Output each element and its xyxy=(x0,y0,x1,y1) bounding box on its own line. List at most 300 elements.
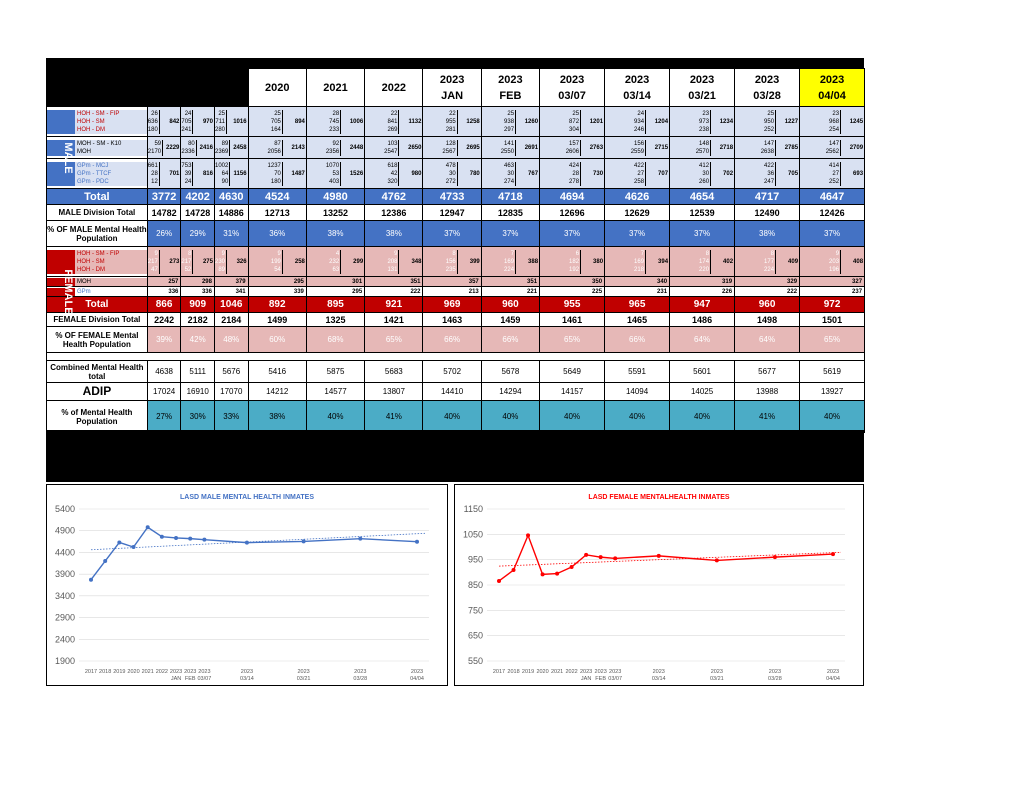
table-row xyxy=(47,189,865,205)
sub-value: 12 xyxy=(151,178,158,185)
sub-total: 1245 xyxy=(840,110,864,134)
sub-value: 64 xyxy=(221,170,229,177)
column-header-year: 2023 xyxy=(624,73,650,86)
y-tick-label: 1150 xyxy=(463,504,483,514)
female-total-value: 866 xyxy=(147,297,181,313)
male-division-total-value: 14782 xyxy=(147,205,181,221)
sub-value: 8 xyxy=(452,250,456,257)
female-g1-cell xyxy=(481,247,539,277)
sub-value: 2547 xyxy=(384,148,398,155)
sub-value: 23 xyxy=(702,110,710,117)
x-tick-label: 2023 xyxy=(198,669,211,675)
female-division-total-value: 1463 xyxy=(423,313,481,327)
sub-total: 2458 xyxy=(229,140,247,156)
sub-value: 9 xyxy=(394,250,398,257)
female-division-total-value: 1486 xyxy=(670,313,735,327)
male-g2-cell xyxy=(248,137,306,159)
sub-value: 208 xyxy=(387,258,398,265)
sub-total: 399 xyxy=(457,250,481,274)
sub-value: 42 xyxy=(390,170,398,177)
female-g1-cell xyxy=(365,247,423,277)
female-pct-value: 48% xyxy=(214,327,248,353)
sub-value: 872 xyxy=(569,118,580,125)
sub-value: 280 xyxy=(214,126,225,133)
male-pct-value: 29% xyxy=(181,221,215,247)
male-pct-value: 31% xyxy=(214,221,248,247)
male-pct-value: 37% xyxy=(800,221,865,247)
table-row xyxy=(47,401,865,433)
chart-title: LASD FEMALE MENTALHEALTH INMATES xyxy=(588,494,730,501)
sub-value: 24 xyxy=(184,178,192,185)
y-tick-label: 3900 xyxy=(54,569,75,580)
sub-value: 9 xyxy=(835,250,840,257)
column-header xyxy=(735,69,800,107)
male-division-total-value: 12386 xyxy=(365,205,423,221)
sub-total: 380 xyxy=(580,250,604,274)
sub-value: 9 xyxy=(277,250,281,257)
male-division-total-value: 12539 xyxy=(670,205,735,221)
data-point xyxy=(715,558,719,562)
sub-total: 2448 xyxy=(340,140,364,156)
sub-total: 705 xyxy=(775,162,799,186)
sub-value: 25 xyxy=(274,110,281,117)
male-g1-cell xyxy=(214,107,248,137)
mental-health-table xyxy=(46,68,865,433)
sub-value: 2550 xyxy=(500,148,515,155)
male-g1-cell xyxy=(248,107,306,137)
category-label: HOH - DM xyxy=(77,126,105,133)
sub-total: 701 xyxy=(159,162,181,186)
mental-health-pct-value: 40% xyxy=(800,401,865,433)
male-g3-cell xyxy=(214,159,248,189)
x-tick-label: 2022 xyxy=(155,669,168,675)
sub-value: 26 xyxy=(151,110,158,117)
sub-value: 636 xyxy=(147,118,158,125)
column-header-year: 2023 xyxy=(498,73,523,86)
sub-value: 59 xyxy=(154,140,162,147)
female-moh-value: 350 xyxy=(540,277,605,287)
data-point xyxy=(613,556,617,560)
sub-value: 169 xyxy=(634,258,645,265)
sub-value: 278 xyxy=(569,178,580,185)
adip-value: 17024 xyxy=(147,383,181,401)
sub-total: 1487 xyxy=(282,162,306,186)
adip-value: 14157 xyxy=(540,383,605,401)
sub-value: 30 xyxy=(702,170,710,177)
sub-value: 478 xyxy=(445,162,456,169)
male-total-value: 4762 xyxy=(365,189,423,205)
sub-value: 90 xyxy=(221,178,229,185)
sub-value: 8 xyxy=(188,250,192,257)
x-tick-label: 2023 xyxy=(169,669,183,675)
y-tick-label: 750 xyxy=(467,605,483,616)
female-total-value: 892 xyxy=(248,297,306,313)
female-moh-value: 301 xyxy=(306,277,364,287)
data-point xyxy=(103,559,107,563)
female-division-total-value: 1459 xyxy=(481,313,539,327)
sub-value: 87 xyxy=(274,140,281,147)
female-g1-cell xyxy=(670,247,735,277)
male-g1-cell xyxy=(423,107,481,137)
sub-value: 52 xyxy=(184,266,192,273)
y-tick-label: 950 xyxy=(467,554,483,565)
male-chart-panel xyxy=(46,484,448,686)
series-line xyxy=(91,527,417,579)
x-tick-label: 2023 xyxy=(710,669,723,675)
male-division-total-value: 12713 xyxy=(248,205,306,221)
male-pct-value: 37% xyxy=(481,221,539,247)
sub-value: 24 xyxy=(184,110,192,117)
female-gpm-value: 336 xyxy=(181,287,215,297)
x-tick-label: 2023 xyxy=(240,669,254,675)
sub-value: 274 xyxy=(504,178,515,185)
data-point xyxy=(117,540,121,544)
female-pct-value: 66% xyxy=(481,327,539,353)
male-g3-cell xyxy=(800,159,865,189)
sub-value: 25 xyxy=(507,110,515,117)
sub-value: 258 xyxy=(634,178,645,185)
sub-value: 131 xyxy=(387,266,398,273)
data-point xyxy=(657,554,661,558)
adip: ADIP xyxy=(47,383,148,401)
column-header xyxy=(605,69,670,107)
sub-total: 2229 xyxy=(162,140,180,156)
table-row xyxy=(47,361,865,383)
male-chart xyxy=(47,485,447,685)
female-g1-cell xyxy=(248,247,306,277)
category-label: HOH - SM xyxy=(77,258,105,265)
female-pct: % OF FEMALE Mental Health Population xyxy=(47,327,148,353)
x-tick-label: 2023 xyxy=(609,669,622,675)
adip-value: 13807 xyxy=(365,383,423,401)
sub-total: 730 xyxy=(580,162,604,186)
sub-value: 36 xyxy=(767,170,775,177)
category-label: GPm - PDC xyxy=(77,178,109,185)
sub-value: 164 xyxy=(270,126,281,133)
mental-health-pct-value: 27% xyxy=(147,401,181,433)
sub-value: 147 xyxy=(764,140,775,147)
male-pct: % OF MALE Mental Health Population xyxy=(47,221,148,247)
sub-value: 753 xyxy=(181,162,192,169)
x-tick-sublabel: 03/14 xyxy=(240,676,254,682)
x-tick-sublabel: 03/07 xyxy=(197,676,212,682)
sub-value: 203 xyxy=(829,258,840,265)
sub-total: 1156 xyxy=(229,162,247,186)
female-g1-cell xyxy=(423,247,481,277)
female-g1-cell xyxy=(605,247,670,277)
female-gpm-value: 226 xyxy=(670,287,735,297)
sub-value: 412 xyxy=(699,162,710,169)
sub-value: 28 xyxy=(332,110,340,117)
sub-value: 414 xyxy=(829,162,840,169)
male-total-value: 4654 xyxy=(670,189,735,205)
female-vertical-label: FEMALE xyxy=(62,269,74,315)
sub-total: 702 xyxy=(710,162,734,186)
adip-value: 14212 xyxy=(248,383,306,401)
sub-value: 224 xyxy=(764,266,775,273)
mental-health-pct-value: 40% xyxy=(670,401,735,433)
sub-total: 1258 xyxy=(457,110,481,134)
male-g1-cell xyxy=(670,107,735,137)
adip-value: 16910 xyxy=(181,383,215,401)
sub-value: 711 xyxy=(215,118,225,125)
sub-value: 141 xyxy=(504,140,515,147)
column-header-sub: 03/14 xyxy=(623,89,651,102)
sub-value: 196 xyxy=(829,266,840,273)
sub-value: 235 xyxy=(445,266,456,273)
x-tick-label: 2018 xyxy=(99,669,112,675)
category-label: MOH xyxy=(75,278,147,286)
x-tick-label: 2017 xyxy=(492,669,506,675)
male-division-total-value: 14886 xyxy=(214,205,248,221)
sub-value: 8 xyxy=(705,250,710,257)
y-tick-label: 2900 xyxy=(54,612,75,623)
sub-value: 22 xyxy=(390,110,398,117)
sub-value: 304 xyxy=(569,126,580,133)
data-point xyxy=(526,533,530,537)
male-pct-value: 26% xyxy=(147,221,181,247)
x-tick-label: 2023 xyxy=(826,669,840,675)
data-point xyxy=(358,537,362,541)
male-total-value: 4718 xyxy=(481,189,539,205)
x-tick-label: 2017 xyxy=(84,669,98,675)
male-total-value: 4524 xyxy=(248,189,306,205)
male-pct-value: 37% xyxy=(423,221,481,247)
female-division-total-value: 2182 xyxy=(181,313,215,327)
female-pct-value: 68% xyxy=(306,327,364,353)
sub-total: 970 xyxy=(192,110,214,134)
female-total-value: 921 xyxy=(365,297,423,313)
sub-value: 182 xyxy=(569,258,580,265)
combined-total-value: 5676 xyxy=(214,361,248,383)
x-tick-label: 2023 xyxy=(594,669,607,675)
male-g2-cell xyxy=(306,137,364,159)
male-division-total-value: 12947 xyxy=(423,205,481,221)
x-tick-label: 2022 xyxy=(565,669,578,675)
table-row xyxy=(47,277,865,287)
y-tick-label: 850 xyxy=(467,580,483,590)
data-point xyxy=(599,555,603,559)
table-row xyxy=(47,297,865,313)
male-g1-cell xyxy=(147,107,181,137)
female-gpm-value: 221 xyxy=(481,287,539,297)
y-tick-label: 1050 xyxy=(462,529,483,540)
sub-value: 618 xyxy=(387,162,398,169)
combined-total-value: 5677 xyxy=(735,361,800,383)
x-tick-sublabel: 04/04 xyxy=(826,676,840,682)
male-g2-cell xyxy=(481,137,539,159)
sub-total: 2718 xyxy=(710,140,734,156)
x-tick-sublabel: 04/04 xyxy=(410,676,424,682)
sub-value: 2570 xyxy=(695,148,710,155)
category-label: HOH - DM xyxy=(77,266,105,273)
sub-value: 8 xyxy=(770,250,775,257)
sub-value: 2562 xyxy=(825,148,840,155)
male-division-total-value: 12490 xyxy=(735,205,800,221)
sub-value: 403 xyxy=(329,178,340,185)
male-g3-cell xyxy=(735,159,800,189)
male-g3-cell xyxy=(365,159,423,189)
y-tick-label: 5400 xyxy=(54,504,75,514)
female-pct-value: 42% xyxy=(181,327,215,353)
column-header-year: 2021 xyxy=(323,81,348,94)
y-tick-label: 550 xyxy=(467,656,483,666)
sub-value: 2567 xyxy=(442,148,456,155)
sub-total: 1526 xyxy=(340,162,364,186)
column-header xyxy=(540,69,605,107)
female-chart xyxy=(455,485,863,685)
category-label: GPm - MCJ xyxy=(77,162,109,169)
data-point xyxy=(132,545,136,549)
data-point xyxy=(415,540,419,544)
female-pct-value: 65% xyxy=(540,327,605,353)
sub-total: 258 xyxy=(282,250,306,274)
female-g1-cell xyxy=(214,247,248,277)
data-point xyxy=(146,525,150,529)
female-g1-cell xyxy=(800,247,865,277)
column-header-sub: FEB xyxy=(499,89,522,102)
female-moh-value: 257 xyxy=(147,277,181,287)
female-division-total-value: 1465 xyxy=(605,313,670,327)
sub-total: 1204 xyxy=(645,110,669,134)
sub-value: 252 xyxy=(829,178,840,185)
data-point xyxy=(555,572,559,576)
sub-total: 816 xyxy=(192,162,214,186)
sub-value: 320 xyxy=(387,178,398,185)
sub-value: 169 xyxy=(504,258,515,265)
sub-value: 938 xyxy=(504,118,515,125)
male-g3-cell xyxy=(481,159,539,189)
male-g1-cell xyxy=(605,107,670,137)
female-moh-value: 327 xyxy=(800,277,865,287)
female-moh-value: 295 xyxy=(248,277,306,287)
sub-total: 2650 xyxy=(398,140,422,156)
male-g2-cell xyxy=(800,137,865,159)
female-g1-cell xyxy=(147,247,181,277)
data-point xyxy=(245,541,249,545)
sub-total: 980 xyxy=(398,162,422,186)
male-total-value: 4980 xyxy=(306,189,364,205)
female-gpm-value: 341 xyxy=(214,287,248,297)
adip-value: 13927 xyxy=(800,383,865,401)
y-tick-label: 2400 xyxy=(54,634,75,645)
x-tick-label: 2023 xyxy=(410,669,424,675)
sub-total: 693 xyxy=(840,162,864,186)
sub-value: 1237 xyxy=(267,162,281,169)
table-row xyxy=(47,137,865,159)
sub-value: 7 xyxy=(510,250,515,257)
y-tick-label: 650 xyxy=(467,630,483,641)
table-row xyxy=(47,221,865,247)
female-pct-value: 60% xyxy=(248,327,306,353)
sub-total: 409 xyxy=(775,250,799,274)
column-header xyxy=(800,69,865,107)
male-division-total-value: 12426 xyxy=(800,205,865,221)
female-gpm-value: 222 xyxy=(365,287,423,297)
column-header-sub: JAN xyxy=(441,89,464,102)
female-chart-panel xyxy=(454,484,864,686)
mental-health-pct-value: 30% xyxy=(181,401,215,433)
combined-total-value: 5702 xyxy=(423,361,481,383)
category-label: HOH - SM - FIP xyxy=(77,250,120,257)
male-total-value: 4202 xyxy=(181,189,215,205)
sub-value: 233 xyxy=(329,126,340,133)
male-g1-cell xyxy=(800,107,865,137)
female-division-total: FEMALE Division Total xyxy=(47,313,148,327)
sub-value: 192 xyxy=(569,266,580,273)
sub-value: 217 xyxy=(147,258,158,265)
x-tick-label: 2020 xyxy=(536,669,549,675)
data-point xyxy=(89,578,93,582)
spacer xyxy=(47,353,865,361)
male-g3-cell xyxy=(306,159,364,189)
sub-value: 63 xyxy=(332,266,340,273)
male-g2-cell xyxy=(214,137,248,159)
sub-value: 934 xyxy=(634,118,645,125)
sub-value: 1070 xyxy=(325,162,340,169)
column-header-year: 2023 xyxy=(754,73,780,86)
table-row xyxy=(47,247,865,277)
sub-total: 1227 xyxy=(775,110,799,134)
x-tick-label: 2019 xyxy=(521,669,535,675)
female-division-total-value: 1461 xyxy=(540,313,605,327)
female-total-value: 955 xyxy=(540,297,605,313)
sub-total: 1234 xyxy=(710,110,734,134)
data-point xyxy=(202,538,206,542)
female-division-total-value: 2184 xyxy=(214,313,248,327)
column-header xyxy=(306,69,364,107)
column-header-year: 2023 xyxy=(559,73,585,86)
data-point xyxy=(541,572,545,576)
mental-health-pct-value: 41% xyxy=(735,401,800,433)
column-header-year: 2023 xyxy=(689,73,715,86)
data-point xyxy=(160,535,164,539)
x-tick-label: 2023 xyxy=(768,669,782,675)
header-corner xyxy=(47,69,249,107)
x-tick-label: 2021 xyxy=(550,669,564,675)
combined-total-value: 5601 xyxy=(670,361,735,383)
adip-value: 14410 xyxy=(423,383,481,401)
sub-value: 47 xyxy=(151,266,158,273)
sub-total: 1016 xyxy=(226,110,248,134)
male-pct-value: 38% xyxy=(735,221,800,247)
x-tick-sublabel: 03/28 xyxy=(353,676,368,682)
female-pct-value: 64% xyxy=(735,327,800,353)
column-header xyxy=(481,69,539,107)
category-label: MOH - SM - K10 xyxy=(77,140,122,147)
female-division-total-value: 1499 xyxy=(248,313,306,327)
series-line xyxy=(499,535,833,581)
female-total-value: 909 xyxy=(181,297,215,313)
table-row xyxy=(47,287,865,297)
female-pct-value: 65% xyxy=(365,327,423,353)
male-division-total-value: 14728 xyxy=(181,205,215,221)
adip-value: 14294 xyxy=(481,383,539,401)
male-g3-cell xyxy=(670,159,735,189)
female-total-value: 895 xyxy=(306,297,364,313)
data-point xyxy=(174,536,178,540)
sub-total: 402 xyxy=(710,250,734,274)
sub-value: 80 xyxy=(188,140,195,147)
female-pct-value: 39% xyxy=(147,327,181,353)
x-tick-sublabel: FEB xyxy=(184,676,196,682)
male-g2-cell xyxy=(605,137,670,159)
sub-total: 1006 xyxy=(340,110,364,134)
sub-value: 25 xyxy=(572,110,580,117)
column-header-year: 2022 xyxy=(381,81,407,94)
male-total-value: 3772 xyxy=(147,189,181,205)
sub-value: 238 xyxy=(699,126,710,133)
